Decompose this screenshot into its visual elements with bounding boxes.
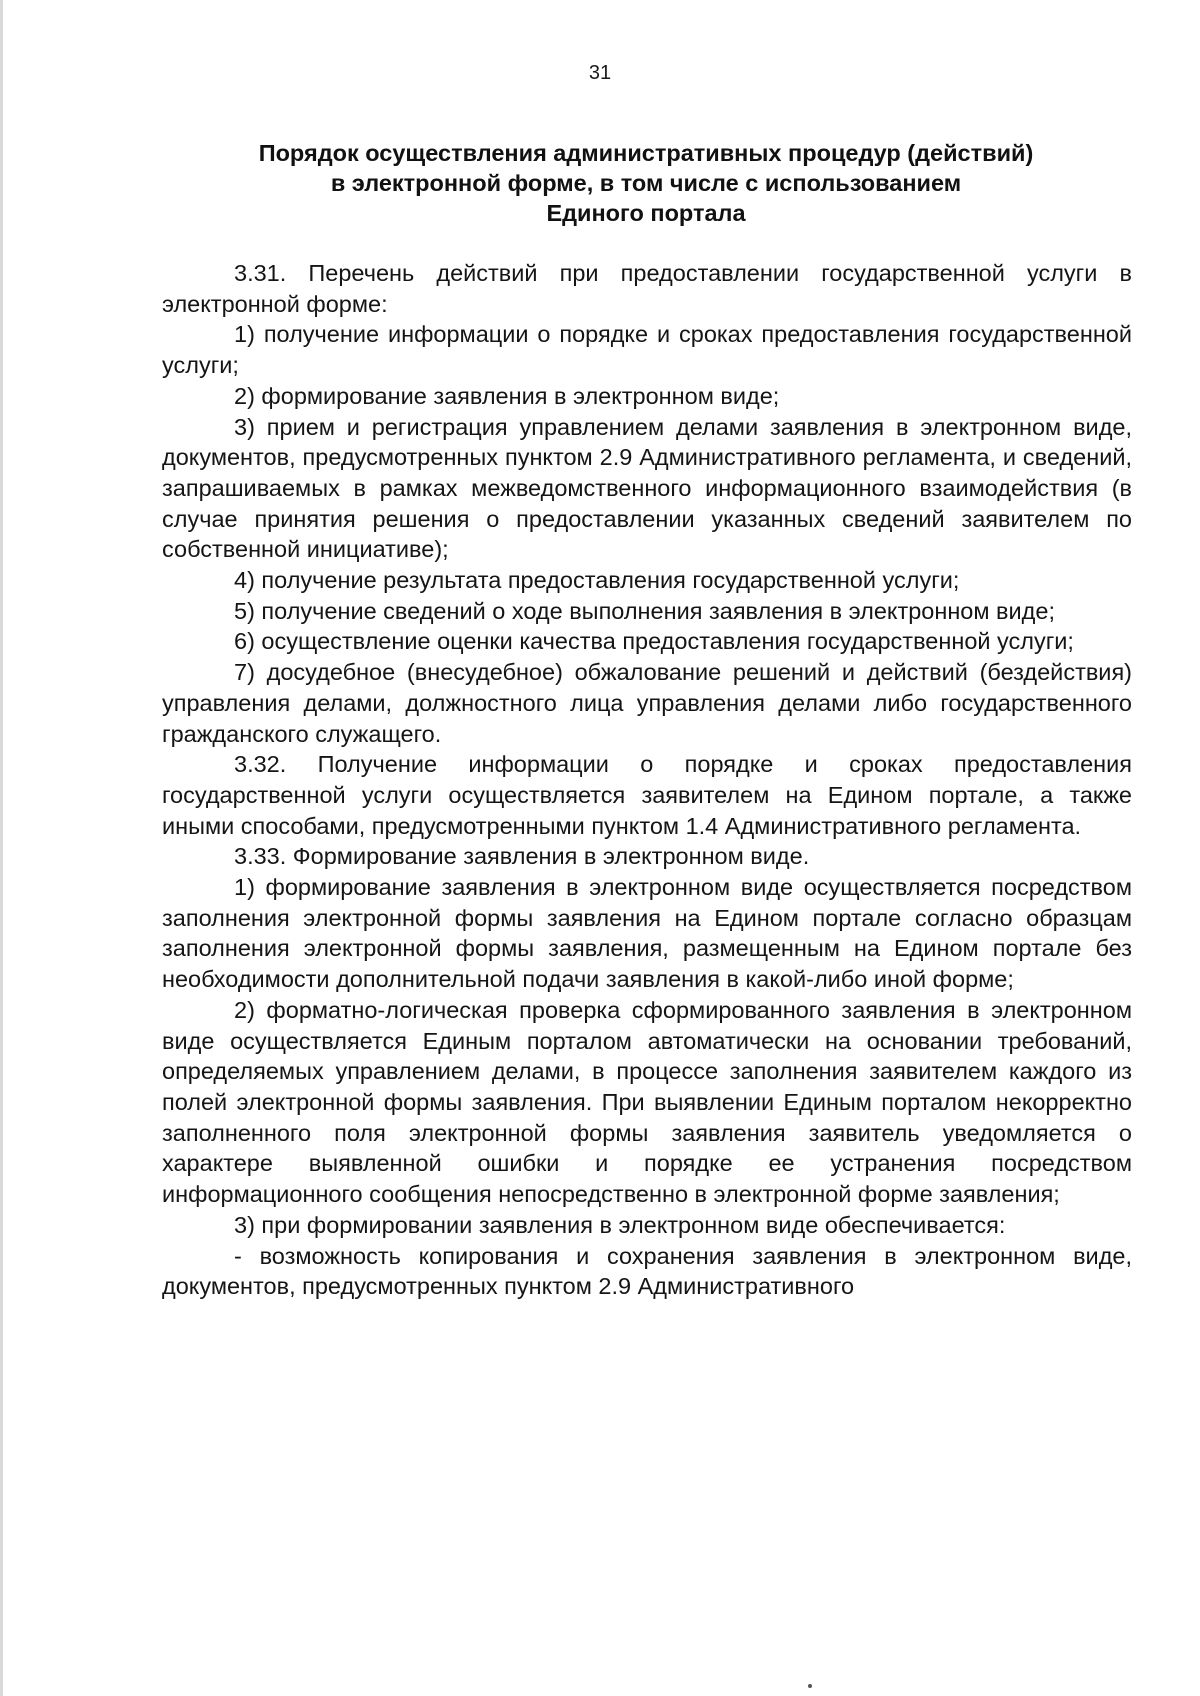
subitem-3: 3) при формировании заявления в электронном виде обеспечивается: xyxy=(234,1211,1006,1238)
heading-line-3: Единого портала xyxy=(546,200,746,226)
paragraph-3-31: 3.31. Перечень действий при предоставлении государственной услуги в электронной форме: xyxy=(162,260,1132,317)
document-body xyxy=(162,258,1132,1302)
page-number: 31 xyxy=(588,62,612,84)
paragraph-3-32: 3.32. Получение информации о порядке и сроках предоставления государственной услуги осуществляется заявителем на Едином портале, а также иными способами, предусмотренными пунктом 1.4 Административного регламента. xyxy=(162,751,1132,839)
subitem-1: 1) формирование заявления в электронном виде осуществляется посредством заполнения электронной формы заявления на Едином портале согласно образцам заполнения электронной формы заявления, размещенным на Едином портале без необходимости дополнительной подачи заявления в какой-либо иной форме; xyxy=(162,874,1132,993)
subitem-2: 2) форматно-логическая проверка сформированного заявления в электронном виде осуществляется Единым порталом автоматически на основании требований, определяемых управлением делами, в процессе заполнения заявителем каждого из полей электронной формы заявления. При выявлении Единым порталом некорректно заполненного поля электронной формы заявления заявитель уведомляется о характере выявленной ошибки и порядке ее устранения посредством информационного сообщения непосредственно в электронной форме заявления; xyxy=(162,996,1132,1208)
list-item-4: 4) получение результата предоставления государственной услуги; xyxy=(234,567,960,594)
dash-item: - возможность копирования и сохранения заявления в электронном виде, документов, предусмотренных пунктом 2.9 Административного xyxy=(162,1242,1132,1300)
scan-dot xyxy=(808,1684,812,1688)
heading-line-2: в электронной форме, в том числе с использованием xyxy=(330,170,962,196)
heading-line-1: Порядок осуществления административных процедур (действий) xyxy=(258,140,1034,166)
paragraph-3-33: 3.33. Формирование заявления в электронном виде. xyxy=(234,843,810,870)
list-item-6: 6) осуществление оценки качества предоставления государственной услуги; xyxy=(234,628,1074,655)
list-item-7: 7) досудебное (внесудебное) обжалование решений и действий (бездействия) управления делами, должностного лица управления делами либо государственного гражданского служащего. xyxy=(162,659,1132,747)
list-item-2: 2) формирование заявления в электронном виде; xyxy=(234,382,780,409)
list-item-1: 1) получение информации о порядке и сроках предоставления государственной услуги; xyxy=(162,321,1132,379)
list-item-3: 3) прием и регистрация управлением делами заявления в электронном виде, документов, предусмотренных пунктом 2.9 Административного регламента, и сведений, запрашиваемых в рамках межведомственного информационного взаимодействия (в случае принятия решения о предоставлении указанных сведений заявителем по собственной инициативе); xyxy=(162,413,1132,563)
list-item-5: 5) получение сведений о ходе выполнения заявления в электронном виде; xyxy=(234,597,1055,624)
section-heading xyxy=(160,138,1132,228)
page-edge xyxy=(0,0,3,1696)
